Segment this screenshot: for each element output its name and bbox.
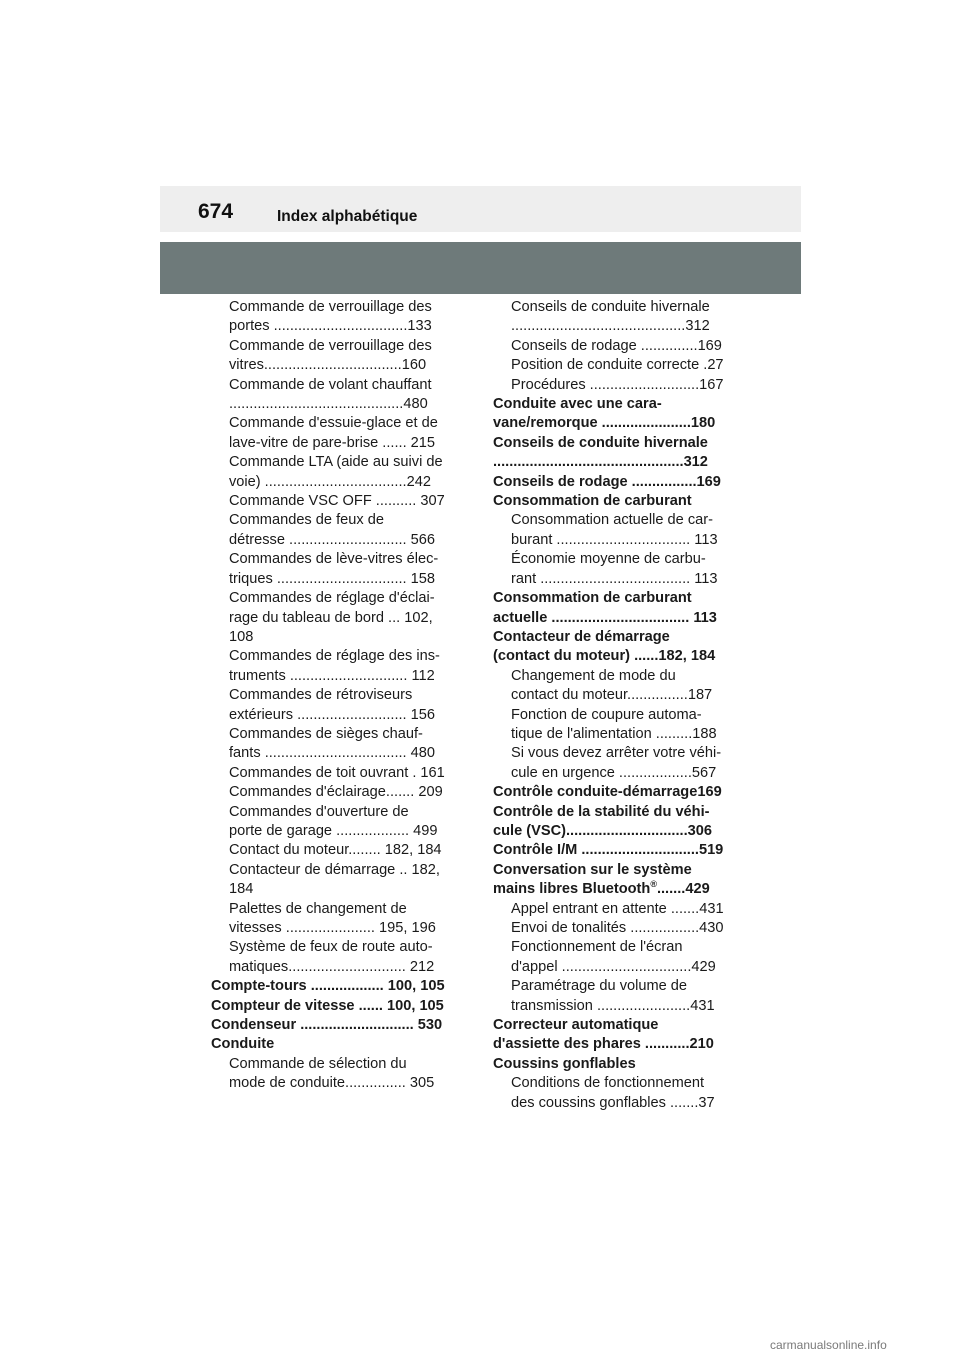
- entry-line: ...............................................312: [493, 454, 708, 471]
- index-entry: [493, 395, 744, 434]
- index-subentry: [211, 725, 463, 764]
- entry-line: Commandes de rétroviseurs: [229, 687, 413, 704]
- index-subentry: [493, 1074, 744, 1113]
- index-subentry: [211, 492, 463, 511]
- entry-line: fants ................................... 480: [229, 745, 436, 762]
- entry-line: lave-vitre de pare-brise ...... 215: [229, 434, 436, 451]
- entry-line: vane/remorque ......................180: [493, 415, 716, 432]
- index-subentry: [211, 414, 463, 453]
- entry-line: ...........................................480: [229, 396, 428, 413]
- index-subentry: [211, 783, 463, 802]
- entry-line: Économie moyenne de carbu-: [511, 551, 706, 568]
- entry-line: Commande VSC OFF .......... 307: [229, 493, 445, 510]
- entry-text: mains libres Bluetooth: [493, 881, 651, 898]
- entry-line: rage du tableau de bord ... 102,: [229, 609, 433, 626]
- entry-line: d'assiette des phares ...........210: [493, 1036, 714, 1053]
- entry-line: porte de garage .................. 499: [229, 822, 438, 839]
- entry-line: Commandes d'ouverture de: [229, 803, 409, 820]
- entry-line: Contrôle I/M .............................519: [493, 842, 724, 859]
- index-subentry: [493, 550, 744, 589]
- index-subentry: [211, 686, 463, 725]
- index-subentry: [493, 356, 744, 375]
- index-subentry: [211, 803, 463, 842]
- entry-line: Commandes de réglage des ins-: [229, 648, 440, 665]
- entry-line: Contrôle conduite-démarrage169: [493, 784, 722, 801]
- index-subentry: [493, 337, 744, 356]
- index-column-left: [211, 298, 463, 1094]
- registered-mark: ®: [650, 879, 657, 890]
- entry-line: Conduite avec une cara-: [493, 396, 662, 413]
- index-column-right: [493, 298, 744, 1113]
- entry-line: Condenseur ............................ 530: [211, 1017, 443, 1034]
- entry-line: Commande de sélection du: [229, 1055, 407, 1072]
- entry-line: Commandes de réglage d'éclai-: [229, 590, 435, 607]
- index-entry: [493, 589, 744, 628]
- entry-line: ...........................................312: [511, 318, 710, 335]
- entry-line: vitres..................................160: [229, 357, 427, 374]
- index-entry: [493, 783, 744, 802]
- index-entry: [211, 997, 463, 1016]
- entry-line: Conduite: [211, 1036, 275, 1053]
- index-entry: [493, 492, 744, 511]
- header-band: [160, 242, 801, 294]
- entry-line: truments ............................. 112: [229, 667, 435, 684]
- entry-line: Commande de volant chauffant: [229, 376, 432, 393]
- index-subentry: [493, 376, 744, 395]
- entry-line: Commandes de feux de: [229, 512, 384, 529]
- entry-line: Compte-tours .................. 100, 105: [211, 978, 445, 995]
- entry-line: Envoi de tonalités .................430: [511, 920, 724, 936]
- index-subentry: [493, 298, 744, 337]
- entry-line: des coussins gonflables .......37: [511, 1094, 715, 1111]
- entry-line: Fonction de coupure automa-: [511, 706, 702, 723]
- entry-line: cule en urgence ..................567: [511, 764, 717, 781]
- index-entry: [493, 1055, 744, 1074]
- entry-line: rant ..................................... 113: [511, 570, 718, 587]
- index-subentry: [211, 511, 463, 550]
- index-subentry: [493, 667, 744, 706]
- entry-line: Conseils de conduite hivernale: [493, 434, 708, 451]
- entry-line: matiques............................. 212: [229, 958, 435, 975]
- index-subentry: [211, 841, 463, 860]
- index-subentry: [211, 900, 463, 939]
- entry-line: Compteur de vitesse ...... 100, 105: [211, 997, 444, 1014]
- entry-line: Coussins gonflables: [493, 1055, 636, 1072]
- entry-line: Conversation sur le système: [493, 861, 692, 878]
- entry-line: d'appel ................................429: [511, 958, 716, 975]
- entry-line: [493, 879, 744, 899]
- index-subentry: [211, 861, 463, 900]
- entry-line: cule (VSC)..............................306: [493, 822, 712, 839]
- entry-line: Commande de verrouillage des: [229, 299, 432, 315]
- entry-line: Consommation actuelle de car-: [511, 512, 713, 529]
- entry-line: Commandes de lève-vitres élec-: [229, 551, 439, 568]
- entry-line: Changement de mode du: [511, 667, 676, 684]
- index-subentry: [493, 744, 744, 783]
- entry-line: Paramétrage du volume de: [511, 978, 688, 995]
- entry-line: Procédures ...........................167: [511, 376, 724, 393]
- entry-line: Conseils de rodage ..............169: [511, 337, 722, 354]
- index-subentry: [211, 337, 463, 376]
- index-subentry: [493, 977, 744, 1016]
- index-entry: [211, 1035, 463, 1054]
- entry-line: burant ................................. 113: [511, 531, 718, 548]
- entry-line: actuelle .................................. 113: [493, 609, 717, 626]
- entry-line: Contrôle de la stabilité du véhi-: [493, 803, 710, 820]
- index-entry: [493, 841, 744, 860]
- index-subentry: [493, 900, 744, 919]
- entry-line: Conseils de conduite hivernale: [511, 299, 710, 315]
- index-subentry: [211, 1055, 463, 1094]
- index-entry: [493, 628, 744, 667]
- index-subentry: [211, 376, 463, 415]
- index-entry: [493, 803, 744, 842]
- index-subentry: [211, 589, 463, 647]
- entry-line: Commandes d'éclairage....... 209: [229, 784, 443, 801]
- index-entry: [211, 1016, 463, 1035]
- page-number: 674: [198, 200, 234, 223]
- index-entry: [493, 473, 744, 492]
- entry-line: Position de conduite correcte .27: [511, 357, 724, 374]
- entry-line: Contacteur de démarrage .. 182,: [229, 861, 440, 878]
- entry-line: 108: [229, 628, 254, 645]
- entry-page-ref: .......429: [656, 881, 710, 898]
- index-subentry: [211, 550, 463, 589]
- entry-line: Contact du moteur........ 182, 184: [229, 842, 442, 859]
- entry-line: Appel entrant en attente .......431: [511, 900, 724, 917]
- entry-line: Système de feux de route auto-: [229, 939, 433, 956]
- entry-line: Commande LTA (aide au suivi de: [229, 454, 443, 471]
- index-subentry: [211, 938, 463, 977]
- entry-line: Consommation de carburant: [493, 590, 692, 607]
- entry-line: Contacteur de démarrage: [493, 628, 670, 645]
- entry-line: tique de l'alimentation .........188: [511, 725, 717, 742]
- entry-line: Commandes de toit ouvrant . 161: [229, 764, 445, 781]
- entry-line: mode de conduite............... 305: [229, 1075, 435, 1092]
- index-entry: [493, 434, 744, 473]
- entry-line: Fonctionnement de l'écran: [511, 939, 683, 956]
- index-subentry: [493, 706, 744, 745]
- index-subentry: [211, 764, 463, 783]
- index-subentry: [211, 298, 463, 337]
- entry-line: Commande d'essuie-glace et de: [229, 415, 438, 432]
- entry-line: voie) ...................................242: [229, 473, 431, 490]
- index-entry: [493, 1016, 744, 1055]
- entry-line: Correcteur automatique: [493, 1017, 659, 1034]
- index-entry: [211, 977, 463, 996]
- page-header: [160, 186, 801, 232]
- index-subentry: [493, 919, 744, 938]
- entry-line: portes .................................133: [229, 318, 432, 335]
- index-subentry: [211, 453, 463, 492]
- header-title: Index alphabétique: [277, 208, 418, 225]
- index-subentry: [493, 511, 744, 550]
- entry-line: Si vous devez arrêter votre véhi-: [511, 745, 722, 762]
- entry-line: Commandes de sièges chauf-: [229, 725, 423, 742]
- index-entry: [493, 861, 744, 900]
- entry-line: transmission .......................431: [511, 997, 715, 1014]
- entry-line: extérieurs ........................... 156: [229, 706, 436, 723]
- entry-line: 184: [229, 881, 254, 898]
- index-subentry: [493, 938, 744, 977]
- entry-line: Conseils de rodage ................169: [493, 473, 721, 490]
- entry-line: Commande de verrouillage des: [229, 337, 432, 354]
- index-subentry: [211, 647, 463, 686]
- entry-line: détresse ............................. 566: [229, 531, 436, 548]
- entry-line: triques ................................ 158: [229, 570, 436, 587]
- entry-line: Consommation de carburant: [493, 493, 692, 510]
- entry-line: (contact du moteur) ......182, 184: [493, 648, 716, 665]
- entry-line: vitesses ...................... 195, 196: [229, 920, 436, 936]
- entry-line: contact du moteur...............187: [511, 687, 713, 704]
- watermark: carmanualsonline.info: [770, 1338, 887, 1352]
- entry-line: Palettes de changement de: [229, 900, 407, 917]
- entry-line: Conditions de fonctionnement: [511, 1075, 705, 1092]
